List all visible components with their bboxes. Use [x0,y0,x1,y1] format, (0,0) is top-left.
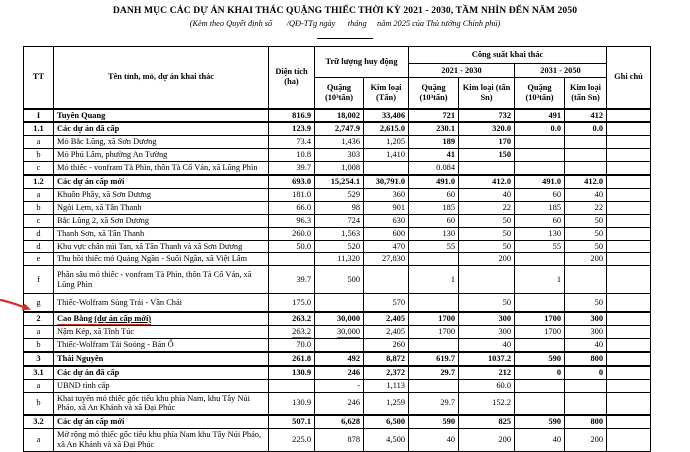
value-cell: 11,320 [315,253,364,266]
value-cell: 96.3 [269,214,315,227]
project-name: Phần sâu mỏ thiếc - vonfram Tà Phìn, thôn Tà Cổ Ván, xã Lũng Phìn [54,266,269,294]
header-metal-reserve: Kim loại (Tấn) [364,78,409,109]
value-cell: 200 [565,253,607,266]
red-arrow-annotation [0,297,32,315]
value-cell: 40 [515,429,565,452]
value-cell [515,162,565,175]
value-cell: 50 [565,240,607,253]
value-cell [315,338,364,351]
value-cell: 40 [409,429,459,452]
value-cell: 600 [364,227,409,240]
value-cell: 130 [409,227,459,240]
value-cell [364,162,409,175]
table-row [24,326,651,339]
value-cell: 18,002 [315,109,364,123]
project-name: Các dự án đã cấp [54,366,269,379]
value-cell: 152.2 [459,392,515,415]
table-row [24,379,651,392]
value-cell: 300 [459,312,515,325]
value-cell: 412 [565,109,607,123]
value-cell: 6,628 [315,415,364,428]
note-cell [607,240,651,253]
value-cell: 263.2 [269,312,315,325]
value-cell: 1,259 [364,392,409,415]
value-cell: 303 [315,149,364,162]
table-row [24,312,651,325]
value-cell: 800 [565,352,607,366]
value-cell [515,392,565,415]
table-row [24,201,651,214]
note-cell [607,109,651,123]
table-row [24,162,651,175]
value-cell: 1700 [515,312,565,325]
value-cell: 200 [459,429,515,452]
value-cell: 40 [459,338,515,351]
value-cell: 15,254.1 [315,175,364,188]
value-cell: 27,830 [364,253,409,266]
row-index: I [24,109,54,123]
value-cell: 901 [364,201,409,214]
table-row [24,294,651,312]
value-cell: 225.0 [269,429,315,452]
value-cell: 39.7 [269,266,315,294]
value-cell: 260.0 [269,227,315,240]
value-cell: 60 [409,214,459,227]
value-cell: 1,008 [315,162,364,175]
value-cell [565,392,607,415]
row-index: c [24,162,54,175]
value-cell: 70.0 [269,338,315,351]
note-cell [607,175,651,188]
value-cell [269,379,315,392]
value-cell: 33,406 [364,109,409,123]
value-cell: 246 [315,366,364,379]
value-cell: 721 [409,109,459,123]
value-cell: 0.0 [565,122,607,135]
project-name: Thiếc-Wolfram Tái Soỏng - Bản Ổ [54,338,269,351]
row-index: b [24,338,54,351]
project-name: Thiếc-Wolfram Sủng Trái - Vần Chải [54,294,269,312]
header-period-2021-2030: 2021 - 2030 [409,64,515,78]
value-cell: 520 [315,240,364,253]
value-cell: 50 [459,240,515,253]
value-cell: 491.0 [515,175,565,188]
note-cell [607,201,651,214]
table-row [24,149,651,162]
table-row [24,338,651,351]
value-cell: 590 [515,352,565,366]
value-cell: 800 [565,415,607,428]
value-cell: 2,405 [364,312,409,325]
value-cell: 22 [565,201,607,214]
note-cell [607,122,651,135]
value-cell: 732 [459,109,515,123]
value-cell: 507.1 [269,415,315,428]
note-cell [607,136,651,149]
value-cell: 491 [515,109,565,123]
value-cell: 130.9 [269,366,315,379]
note-cell [607,253,651,266]
value-cell: 1,410 [364,149,409,162]
table-header [24,47,651,109]
value-cell: 878 [315,429,364,452]
value-cell: 73.4 [269,136,315,149]
value-cell [515,136,565,149]
row-index: b [24,149,54,162]
value-cell: 181.0 [269,188,315,201]
value-cell: 10.8 [269,149,315,162]
row-index: 3.2 [24,415,54,428]
project-name: Thái Nguyên [54,352,269,366]
value-cell: 185 [515,201,565,214]
value-cell: 50 [565,227,607,240]
value-cell: 1,205 [364,136,409,149]
value-cell: 1700 [515,326,565,339]
table-row [24,253,651,266]
row-index: 1.1 [24,122,54,135]
note-cell [607,214,651,227]
value-cell: 50 [565,214,607,227]
table-row [24,352,651,366]
value-cell: 8,872 [364,352,409,366]
value-cell: 1700 [409,326,459,339]
row-index: a [24,429,54,452]
value-cell: 693.0 [269,175,315,188]
value-cell: 50 [459,214,515,227]
project-name: Mỏ Phú Lâm, phường An Tường [54,149,269,162]
note-cell [607,379,651,392]
value-cell: 130.9 [269,392,315,415]
value-cell [515,294,565,312]
note-cell [607,326,651,339]
value-cell: 29.7 [409,392,459,415]
table-row [24,188,651,201]
table-row [24,109,651,123]
table-row [24,227,651,240]
row-index: d [24,227,54,240]
value-cell [565,266,607,294]
value-cell: 30,000 [315,312,364,325]
project-name: Bắc Lũng 2, xã Sơn Dương [54,214,269,227]
value-cell: 6,500 [364,415,409,428]
row-index: d [24,240,54,253]
value-cell: 55 [409,240,459,253]
value-cell: 29.7 [409,366,459,379]
note-cell [607,338,651,351]
note-cell [607,188,651,201]
row-index: a [24,136,54,149]
project-name: UBND tỉnh cấp [54,379,269,392]
note-cell [607,294,651,312]
project-name: Tuyên Quang [54,109,269,123]
value-cell: 2,747.9 [315,122,364,135]
value-cell [565,162,607,175]
value-cell [269,253,315,266]
value-cell: 263.2 [269,326,315,339]
value-cell: 0.084 [409,162,459,175]
value-cell: 412.0 [459,175,515,188]
value-cell: 590 [409,415,459,428]
note-cell [607,392,651,415]
value-cell: 1,563 [315,227,364,240]
project-name: Khai tuyển mỏ thiếc gốc tiểu khu phía Nam, khu Tây Núi Pháo, xã An Khánh và xã Đại Phúc [54,392,269,415]
table-row [24,266,651,294]
value-cell: 1037.2 [459,352,515,366]
row-index: 1.2 [24,175,54,188]
note-cell [607,415,651,428]
value-cell: 175.0 [269,294,315,312]
value-cell: 529 [315,188,364,201]
value-cell [459,162,515,175]
value-cell: 260 [364,338,409,351]
value-cell [515,338,565,351]
value-cell [409,253,459,266]
header-area: Diện tích (ha) [269,47,315,109]
value-cell: 470 [364,240,409,253]
header-tt: TT [24,47,54,109]
value-cell: 1 [515,266,565,294]
header-ore-reserve: Quặng (10³tấn) [315,78,364,109]
note-cell [607,312,651,325]
value-cell [515,379,565,392]
value-cell: 60 [515,188,565,201]
row-index: c [24,214,54,227]
value-cell [459,266,515,294]
row-index: b [24,392,54,415]
value-cell [364,266,409,294]
value-cell: 1 [409,266,459,294]
value-cell [515,149,565,162]
value-cell: 1,436 [315,136,364,149]
project-name: Các dự án đã cấp [54,122,269,135]
value-cell: 570 [364,294,409,312]
header-metal-cap-1: Kim loại (tấn Sn) [459,78,515,109]
table-row [24,366,651,379]
header-ore-cap-1: Quặng (10³tấn) [409,78,459,109]
value-cell: 150 [459,149,515,162]
value-cell: 30,000 [315,326,364,339]
value-cell: 492 [315,352,364,366]
value-cell: 816.9 [269,109,315,123]
value-cell: 412.0 [565,175,607,188]
value-cell: 825 [459,415,515,428]
header-name: Tên tỉnh, mỏ, dự án khai thác [54,47,269,109]
value-cell: 2,615.0 [364,122,409,135]
note-cell [607,149,651,162]
value-cell: 2,405 [364,326,409,339]
header-period-2031-2050: 2031 - 2050 [515,64,607,78]
project-name: Thu hồi thiếc mỏ Quảng Ngần - Suối Ngần, xã Việt Lâm [54,253,269,266]
table-row [24,136,651,149]
value-cell: 200 [459,253,515,266]
document-subtitle: (Kèm theo Quyết định số /QĐ-TTg ngày tháng năm 2025 của Thủ tướng Chính phủ) [189,19,501,28]
note-cell [607,429,651,452]
value-cell: 60 [409,188,459,201]
value-cell: 50.0 [269,240,315,253]
row-index: 3.1 [24,366,54,379]
project-name: Cao Bằng (dự án cấp mới) [54,312,269,325]
value-cell: 60.0 [459,379,515,392]
value-cell [515,253,565,266]
table-body [24,109,651,452]
table-row [24,240,651,253]
row-index: a [24,326,54,339]
value-cell: 360 [364,188,409,201]
header-metal-cap-2: Kim loại (tấn Sn) [565,78,607,109]
value-cell: 300 [459,326,515,339]
value-cell: 0.0 [515,122,565,135]
value-cell: 60 [515,214,565,227]
row-index: a [24,188,54,201]
header-reserves: Trữ lượng huy động [315,47,409,78]
note-cell [607,366,651,379]
table-row [24,415,651,428]
value-cell: 66.0 [269,201,315,214]
row-index: e [24,253,54,266]
table-row [24,214,651,227]
project-name: Các dự án cấp mới [54,415,269,428]
header-ore-cap-2: Quặng (10³tấn) [515,78,565,109]
value-cell: 4,500 [364,429,409,452]
value-cell: 98 [315,201,364,214]
note-cell [607,162,651,175]
value-cell: 50 [565,294,607,312]
row-index: 3 [24,352,54,366]
value-cell: 212 [459,366,515,379]
project-name: Nậm Kép, xã Tĩnh Túc [54,326,269,339]
project-name: Khuôn Phầy, xã Sơn Dương [54,188,269,201]
note-cell [607,227,651,240]
divider-line [317,38,373,39]
value-cell [409,338,459,351]
projects-table [23,46,651,452]
value-cell: 22 [459,201,515,214]
table-row [24,392,651,415]
value-cell: 0 [565,366,607,379]
value-cell: - [315,379,364,392]
project-name: Mở rộng mỏ thiếc gốc tiểu khu phía Nam khu Tây Núi Pháo, xã An Khánh và xã Đại Phúc [54,429,269,452]
value-cell: 30,791.0 [364,175,409,188]
value-cell: 230.1 [409,122,459,135]
value-cell: 724 [315,214,364,227]
table-row [24,175,651,188]
row-index: g [24,294,54,312]
value-cell: 300 [565,326,607,339]
project-name: Mỏ thiếc - vonfram Tà Phìn, thôn Tà Cổ Ván, xã Lũng Phìn [54,162,269,175]
value-cell [315,294,364,312]
value-cell: 619.7 [409,352,459,366]
value-cell: 123.9 [269,122,315,135]
value-cell: 246 [315,392,364,415]
value-cell: 130 [515,227,565,240]
project-name: Khu vực chân núi Tan, xã Tân Thanh và xã Sơn Dương [54,240,269,253]
value-cell: 1,113 [364,379,409,392]
document-title: DANH MỤC CÁC DỰ ÁN KHAI THÁC QUẶNG THIẾC THỜI KỲ 2021 - 2030, TẦM NHÌN ĐẾN NĂM 2050 [112,5,578,16]
value-cell [565,136,607,149]
value-cell: 500 [315,266,364,294]
row-index: b [24,201,54,214]
value-cell: 50 [459,294,515,312]
table-row [24,122,651,135]
value-cell: 1700 [409,312,459,325]
project-name: Thanh Sơn, xã Tân Thanh [54,227,269,240]
value-cell: 40 [565,338,607,351]
project-name: Mỏ Bắc Lũng, xã Sơn Dương [54,136,269,149]
value-cell: 300 [565,312,607,325]
row-index: a [24,379,54,392]
header-capacity: Công suất khai thác [409,47,607,64]
row-index: 2 [24,312,54,325]
value-cell: 55 [515,240,565,253]
value-cell: 630 [364,214,409,227]
value-cell: 0 [515,366,565,379]
project-name: Các dự án cấp mới [54,175,269,188]
row-index: f [24,266,54,294]
value-cell: 50 [459,227,515,240]
value-cell [565,149,607,162]
note-cell [607,266,651,294]
value-cell: 40 [565,188,607,201]
value-cell [565,379,607,392]
value-cell [409,294,459,312]
value-cell: 200 [565,429,607,452]
value-cell: 170 [459,136,515,149]
project-name: Ngòi Lẹm, xã Tân Thanh [54,201,269,214]
value-cell: 40 [459,188,515,201]
table-row [24,429,651,452]
value-cell: 2,372 [364,366,409,379]
value-cell: 39.7 [269,162,315,175]
header-notes: Ghi chú [607,47,651,109]
note-cell [607,352,651,366]
value-cell: 189 [409,136,459,149]
value-cell [409,379,459,392]
value-cell: 320.0 [459,122,515,135]
value-cell: 590 [515,415,565,428]
value-cell: 261.8 [269,352,315,366]
value-cell: 185 [409,201,459,214]
value-cell: 41 [409,149,459,162]
value-cell: 491.0 [409,175,459,188]
